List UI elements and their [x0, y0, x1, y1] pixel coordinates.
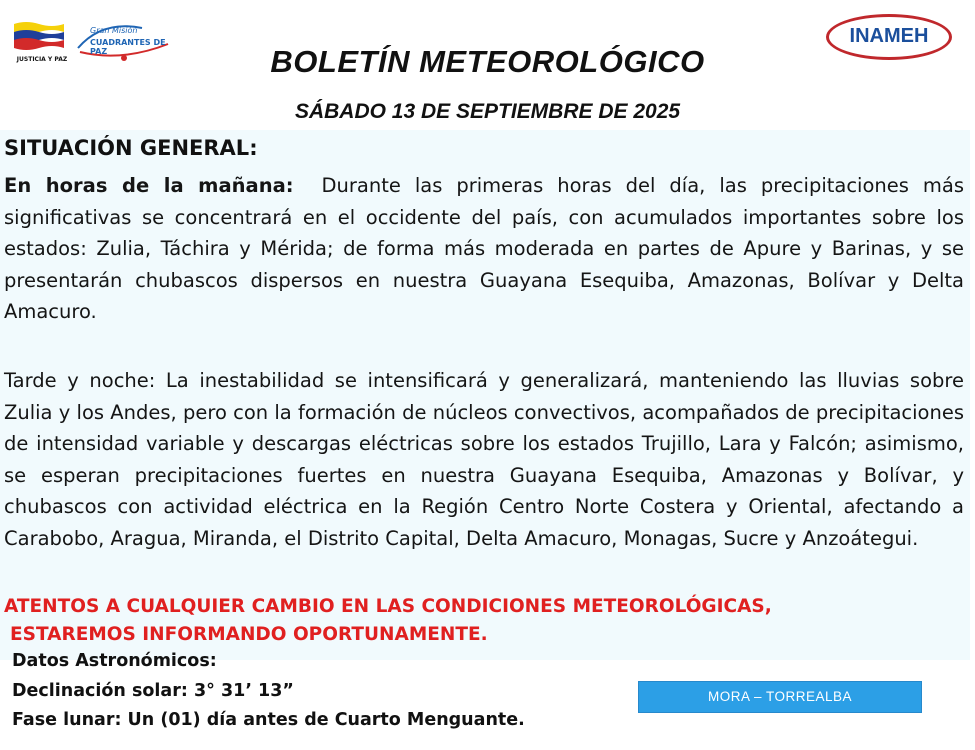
tarde-paragraph: Tarde y noche: La inestabilidad se intensificará y generalizará, manteniendo las lluvias sobre Zulia y los Andes, pero con la formación de núcleos convectivos, acompañados de precipitaciones de intensidad variable y descargas eléctricas sobre los estados Trujillo, Lara y Falcón; asimismo, se esperan precipitaciones fuertes en nuestra Guayana Esequiba, Amazonas y Bolívar, y chubascos con actividad eléctrica en la Región Centro Norte Costera y Oriental, afectando a Carabobo, Aragua, Miranda, el Distrito Capital, Delta Amacuro, Monagas, Sucre y Anzoátegui. [4, 369, 964, 550]
bulletin-date: SÁBADO 13 DE SEPTIEMBRE DE 2025 [294, 100, 681, 123]
alert-line-1: ATENTOS A CUALQUIER CAMBIO EN LAS CONDICIONES METEOROLÓGICAS, [4, 596, 772, 617]
logo-caption: JUSTICIA Y PAZ [16, 56, 68, 63]
credit-banner: MORA – TORREALBA [638, 681, 922, 713]
manana-label: En horas de la mañana: [4, 174, 294, 197]
manana-paragraph [4, 170, 964, 328]
logo-line-2: CUADRANTES DE PAZ [90, 38, 166, 56]
manana-text: Durante las primeras horas del día, las precipitaciones más significativas se concentrará en el occidente del país, con acumulados importantes sobre los estados: Zulia, Táchira y Mérida; de forma más moderada en partes de Apure y Barinas, y se presentarán chubascos dispersos en nuestra Guayana Esequiba, Amazonas, Bolívar y Delta Amacuro. [4, 174, 964, 324]
inameh-logo-text: INAMEH [849, 25, 929, 47]
declinacion-solar: Declinación solar: 3° 31’ 13” [12, 681, 294, 701]
logo-line-1: Gran Misión [90, 26, 138, 35]
astro-heading: Datos Astronómicos: [12, 651, 217, 671]
fase-lunar: Fase lunar: Un (01) día antes de Cuarto Menguante. [12, 710, 525, 730]
situacion-heading: SITUACIÓN GENERAL: [4, 136, 258, 160]
inameh-logo [826, 14, 956, 66]
bulletin-title: BOLETÍN METEOROLÓGICO [270, 44, 705, 79]
header [0, 0, 975, 130]
alert-line-2: ESTAREMOS INFORMANDO OPORTUNAMENTE. [10, 624, 488, 645]
